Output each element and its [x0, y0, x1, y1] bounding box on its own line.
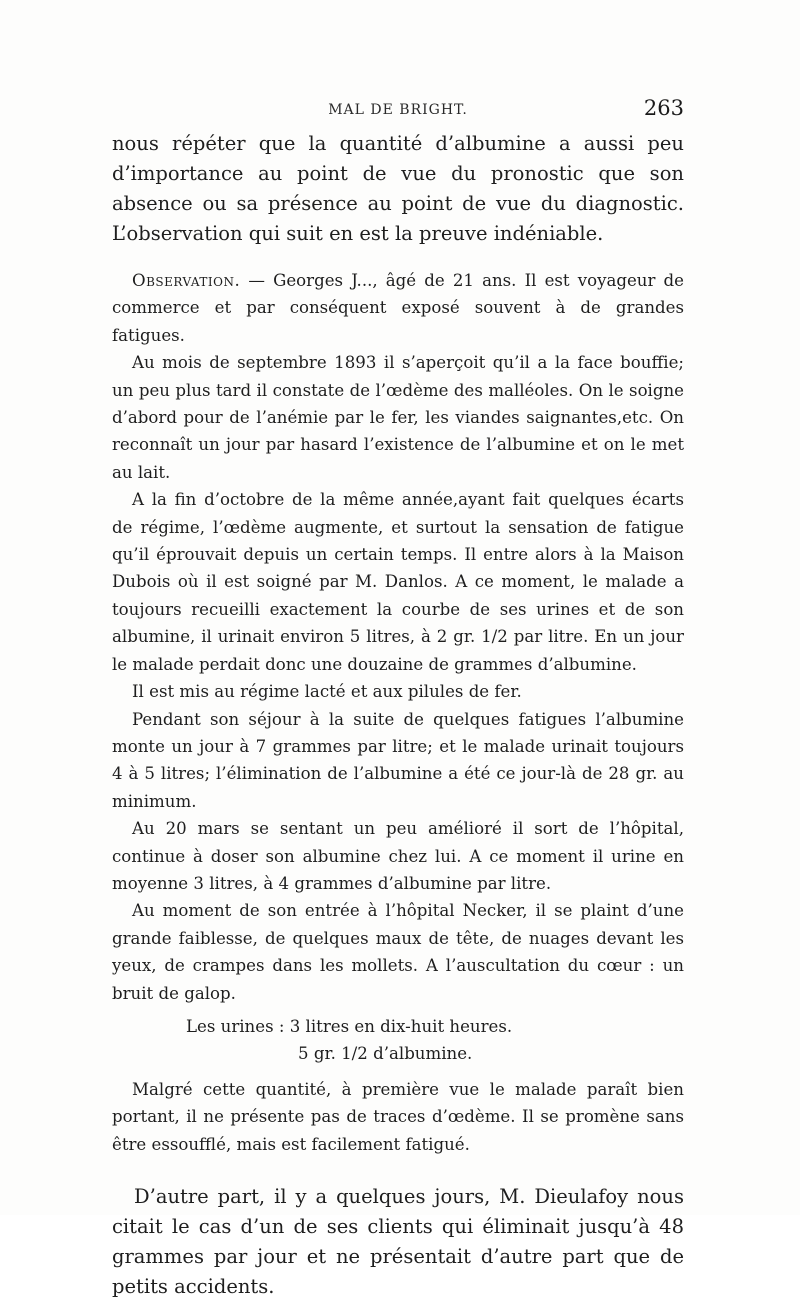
intro-paragraph: nous répéter que la quantité d’albumine a aussi peu d’importance au point de vue du pronostic que son absence ou sa présence au point de vue du diagnostic. L’observation qui suit en est la preuve indéniable.: [112, 132, 684, 245]
observation-paragraph-7: Au moment de son entrée à l’hôpital Necker, il se plaint d’une grande faiblesse, de quelques maux de tête, de nuages devant les yeux, de crampes dans les mollets. A l’auscultation du cœur : un bruit de galop.: [112, 901, 684, 1003]
page-header: [112, 94, 684, 124]
observation-paragraph-3: A la fin d’octobre de la même année,ayant fait quelques écarts de régime, l’œdème augmente, et surtout la sensation de fatigue qu’il éprouvait depuis un certain temps. Il entre alors à la Maison Dubois où il est soigné par M. Danlos. A ce moment, le malade a toujours recueilli exactement la courbe de ses urines et de son albumine, il urinait environ 5 litres, à 2 gr. 1/2 par litre. En un jour le malade perdait donc une douzaine de grammes d’albumine.: [112, 490, 684, 674]
observation-paragraph-6: Au 20 mars se sentant un peu amélioré il sort de l’hôpital, continue à doser son albumine chez lui. A ce moment il urine en moyenne 3 litres, à 4 grammes d’albumine par litre.: [112, 819, 684, 893]
closing-paragraph: D’autre part, il y a quelques jours, M. Dieulafoy nous citait le cas d’un de ses clients qui éliminait jusqu’à 48 grammes par jour et ne présentait d’autre part que de petits accidents.: [112, 1185, 684, 1298]
urine-measurement: [112, 1013, 684, 1068]
observation-paragraph-1: [112, 267, 684, 349]
urine-measurement-line-2: 5 gr. 1/2 d’albumine.: [298, 1044, 473, 1064]
page-body: [112, 129, 684, 1302]
observation-paragraph-1-text: — Georges J..., âgé de 21 ans. Il est voyageur de commerce et par conséquent exposé souvent à de grandes fatigues.: [112, 271, 684, 345]
page-number: 263: [643, 96, 684, 120]
observation-paragraph-8: Malgré cette quantité, à première vue le malade paraît bien portant, il ne présente pas de traces d’œdème. Il se promène sans être essoufflé, mais est facilement fatigué.: [112, 1079, 684, 1154]
observation-paragraph-5: Pendant son séjour à la suite de quelques fatigues l’albumine monte un jour à 7 grammes par litre; et le malade urinait toujours 4 à 5 litres; l’élimination de l’albumine a été ce jour-là de 28 gr. au minimum.: [112, 709, 684, 811]
observation-paragraph-2: Au mois de septembre 1893 il s’aperçoit qu’il a la face bouffie; un peu plus tard il constate de l’œdème des malléoles. On le soigne d’abord pour de l’anémie par le fer, les viandes saignantes,etc. On reconnaît un jour par hasard l’existence de l’albumine et on le met au lait.: [112, 353, 684, 482]
observation-paragraph-4: Il est mis au régime lacté et aux pilules de fer.: [132, 682, 522, 702]
running-title: MAL DE BRIGHT.: [328, 102, 468, 118]
observation-label: Observation.: [132, 271, 241, 290]
urine-measurement-line-1: Les urines : 3 litres en dix-huit heures.: [186, 1016, 513, 1036]
